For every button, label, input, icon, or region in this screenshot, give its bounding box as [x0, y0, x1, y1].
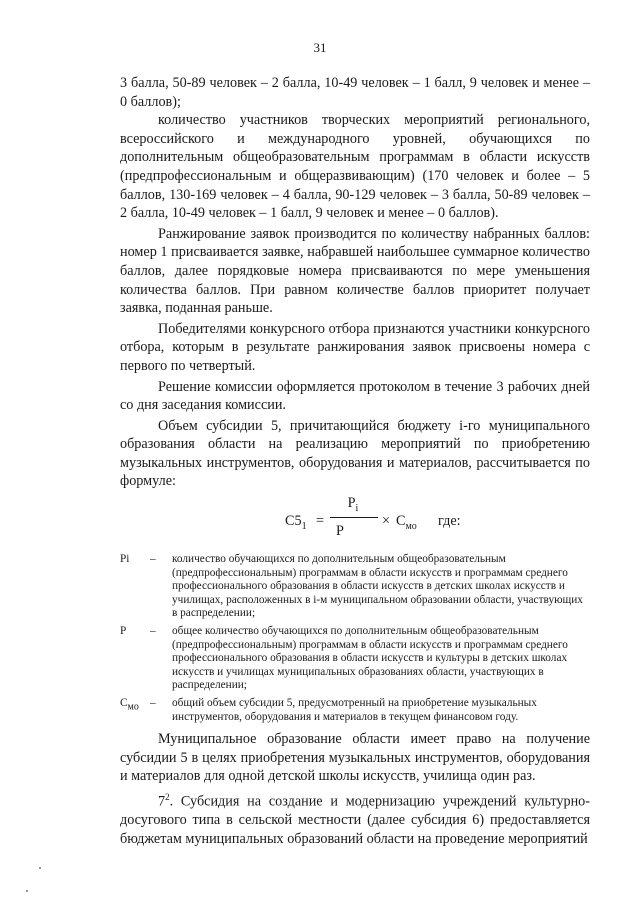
definition-term: $С_{мо}$	[120, 697, 139, 713]
definition-cmo	[120, 697, 590, 724]
paragraph-5: Решение комиссии оформляется протоколом в течение 3 рабочих дней со дня заседания комиссии.	[120, 378, 590, 414]
formula-lhs: $С5_1$	[285, 513, 307, 532]
formula-factor: $С_{мо}$	[396, 513, 417, 532]
subsidy-formula	[120, 495, 590, 551]
definition-term: Pi	[120, 553, 130, 566]
definition-text: общий объем субсидии 5, предусмотренный на приобретение музыкальных инструментов, оборудования и материалов в текущем финансовом году.	[172, 697, 537, 723]
paragraph-1: 3 балла, 50-89 человек – 2 балла, 10-49 человек – 1 балл, 9 человек и менее – 0 баллов);	[120, 75, 590, 110]
fraction-bar	[330, 517, 378, 518]
formula-equals: =	[316, 513, 325, 530]
paragraph-6: Объем субсидии 5, причитающийся бюджету i-го муниципального образования области на реализацию мероприятий по приобретению музыкальных инструментов, оборудования и материалов, рассчитывается по формуле:	[120, 417, 590, 490]
definition-dash: –	[150, 697, 156, 709]
paragraph-3: Ранжирование заявок производится по количеству набранных баллов: номер 1 присваивается заявке, набравшей наибольшее суммарное количество баллов, далее порядковые номера присваиваются по мере уменьшения количества баллов. При равном количестве баллов приоритет получает заявка, поданная раньше.	[120, 225, 590, 317]
definition-term: P	[120, 625, 127, 638]
formula-times: ×	[382, 513, 391, 530]
scan-speck	[26, 890, 28, 892]
definition-p	[120, 625, 590, 693]
page-number: 31	[313, 40, 327, 55]
paragraph-2: количество участников творческих мероприятий регионального, всероссийского и международного уровней, обучающихся по дополнительным общеобразовательным программам в области искусств (предпрофессиональным и общеразвивающим) (170 человек и более – 5 баллов, 130-169 человек – 4 балла, 90-129 человек – 3 балла, 50-89 человек – 2 балла, 10-49 человек – 1 балл, 9 человек и менее – 0 баллов).	[120, 112, 590, 222]
definition-text: общее количество обучающихся по дополнительным общеобразовательным (предпрофессиональным) программам в области искусств и программам среднего профессионального образования в области искусств и культуры в детских школах искусств и училищах муниципальных образованиях области, участвующих в распределении;	[172, 625, 568, 692]
paragraph-8: $7^2$. Субсидия на создание и модернизацию учреждений культурно-досугового типа в сельской местности (далее субсидия 6) предоставляется бюджетам муниципальных образований области на проведение мероприятий	[120, 791, 590, 847]
definition-text: количество обучающихся по дополнительным общеобразовательным (предпрофессиональным) программам в области искусств и программам среднего профессионального образования в области искусств в детских школах искусств и училищах, расположенных в i-м муниципальном образовании области, участвующих в распределении;	[172, 553, 583, 620]
formula-numerator: $P_i$	[347, 495, 359, 514]
formula-denominator: P	[336, 523, 344, 540]
paragraph-7: Муниципальное образование области имеет право на получение субсидии 5 в целях приобретения музыкальных инструментов, оборудования и материалов для одной детской школы искусств, училища один раз.	[120, 731, 590, 785]
definition-dash: –	[150, 553, 156, 566]
scan-speck	[39, 867, 41, 869]
formula-where: где:	[438, 513, 461, 530]
paragraph-4: Победителями конкурсного отбора признаются участники конкурсного отбора, которым в результате ранжирования заявок присвоены номера с первого по четвертый.	[120, 320, 590, 374]
formula-definitions	[120, 553, 590, 724]
definition-dash: –	[150, 625, 156, 638]
document-body	[120, 74, 590, 848]
definition-pi	[120, 553, 590, 621]
